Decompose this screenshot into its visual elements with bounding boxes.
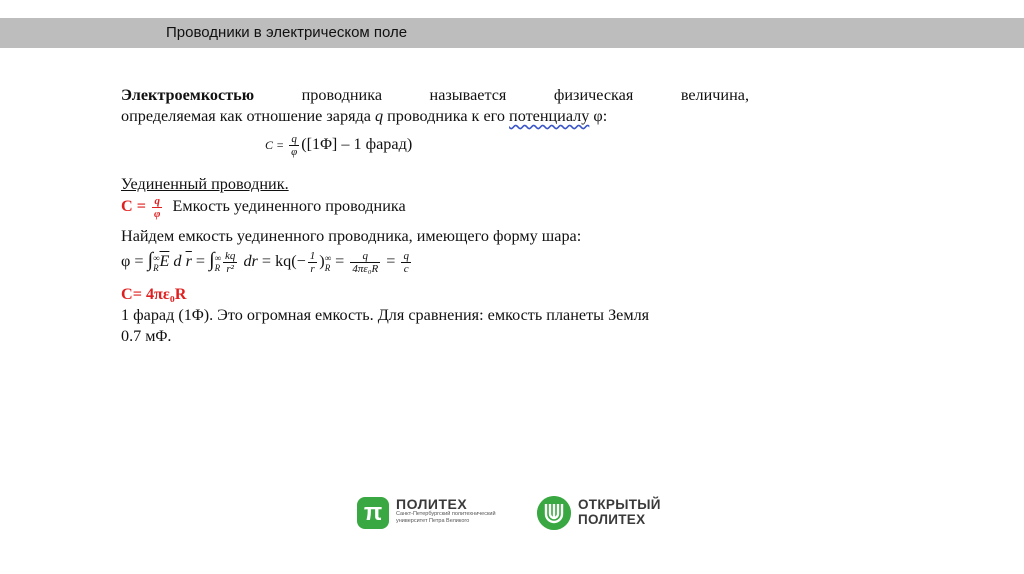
numerator: q [152,195,162,208]
differential-dr: dr [239,252,258,271]
slide-title: Проводники в электрическом поле [166,24,408,41]
denominator: r² [226,263,234,275]
sphere-capacitance-result: C= 4πε₀R [121,285,187,303]
denominator: φ [154,208,161,220]
text: определяемая как отношение заряда [121,107,375,125]
lower-limit: R [153,262,159,273]
capacitance-formula [265,133,412,158]
phi-symbol: φ = [121,252,148,271]
politech-logo-subtitle: Санкт-Петербургский политехнический университет Петра Великого [396,511,496,524]
open-politech-logo-mark [537,496,571,530]
definition-line-2 [121,106,607,127]
upper-limit: ∞ [324,252,332,263]
vector-e: $\overline{E}$ [159,252,170,271]
top-strip [0,0,1024,18]
numerator: 1 [309,250,316,262]
formula-lhs: C = [265,138,288,153]
fraction [152,195,162,220]
fraction [289,133,299,158]
fraction [308,250,318,275]
definition-line-1 [121,85,749,106]
upper-limit: ∞ [214,252,222,263]
open-title-line-2: ПОЛИТЕХ [578,512,646,527]
kq-expression: = kq(− [257,252,306,271]
numerator: q [403,250,409,262]
fraction [223,250,237,275]
open-title-line-1: ОТКРЫТЫЙ [578,497,661,512]
politech-logo-title: ПОЛИТЕХ [396,496,468,512]
pi-glyph: π [363,499,383,526]
denominator: r [310,263,315,275]
note-line-1: 1 фарад (1Φ). Это огромная емкость. Для сравнения: емкость планеты Земля [121,306,650,324]
slide-header [0,18,1024,48]
word: физическая [553,86,634,104]
equals: = [331,252,349,271]
open-politech-logo-title [578,497,661,527]
isolated-formula [121,195,406,220]
upper-limit: ∞ [153,252,160,263]
denominator: 4πε₀R [352,263,379,275]
sphere-line: Найдем емкость уединенного проводника, имеющего форму шара: [121,227,582,245]
formula-lhs: C = [121,197,151,216]
equals: = [382,252,400,271]
text: проводника к его [383,107,510,125]
charge-symbol: q [374,107,384,125]
sphere-derivation [121,250,413,275]
differential: d [173,252,182,271]
spellcheck-word: потенциалу [509,107,590,125]
integral-sign: ∫ [147,249,154,272]
note-line-2: 0.7 мΦ. [121,327,172,345]
isolated-heading: Уединенный проводник. [121,175,289,193]
denominator: φ [291,146,298,158]
lower-limit: R [214,262,221,273]
fraction [350,250,380,275]
unit-text: ([1Φ] – 1 фарад) [301,135,413,154]
vector-r: $\overline{r}$ [185,252,192,271]
equals: = [191,252,210,271]
politech-logo-mark [357,497,389,529]
word: проводника [301,86,383,104]
definition-term: Электроемкостью [121,86,255,104]
fraction [401,250,411,275]
denominator: c [403,263,409,275]
open-politech-icon [537,496,571,530]
close-paren: ) [319,252,325,271]
formula-description: Емкость уединенного проводника [172,197,406,216]
numerator: q [350,250,380,263]
numerator: kq [225,250,236,262]
lower-limit: R [324,262,331,273]
word: величина, [680,86,749,104]
word: называется [429,86,507,104]
integral-sign: ∫ [209,249,215,272]
text: φ: [589,107,608,125]
integral-limits [215,253,221,273]
numerator: q [289,133,299,146]
